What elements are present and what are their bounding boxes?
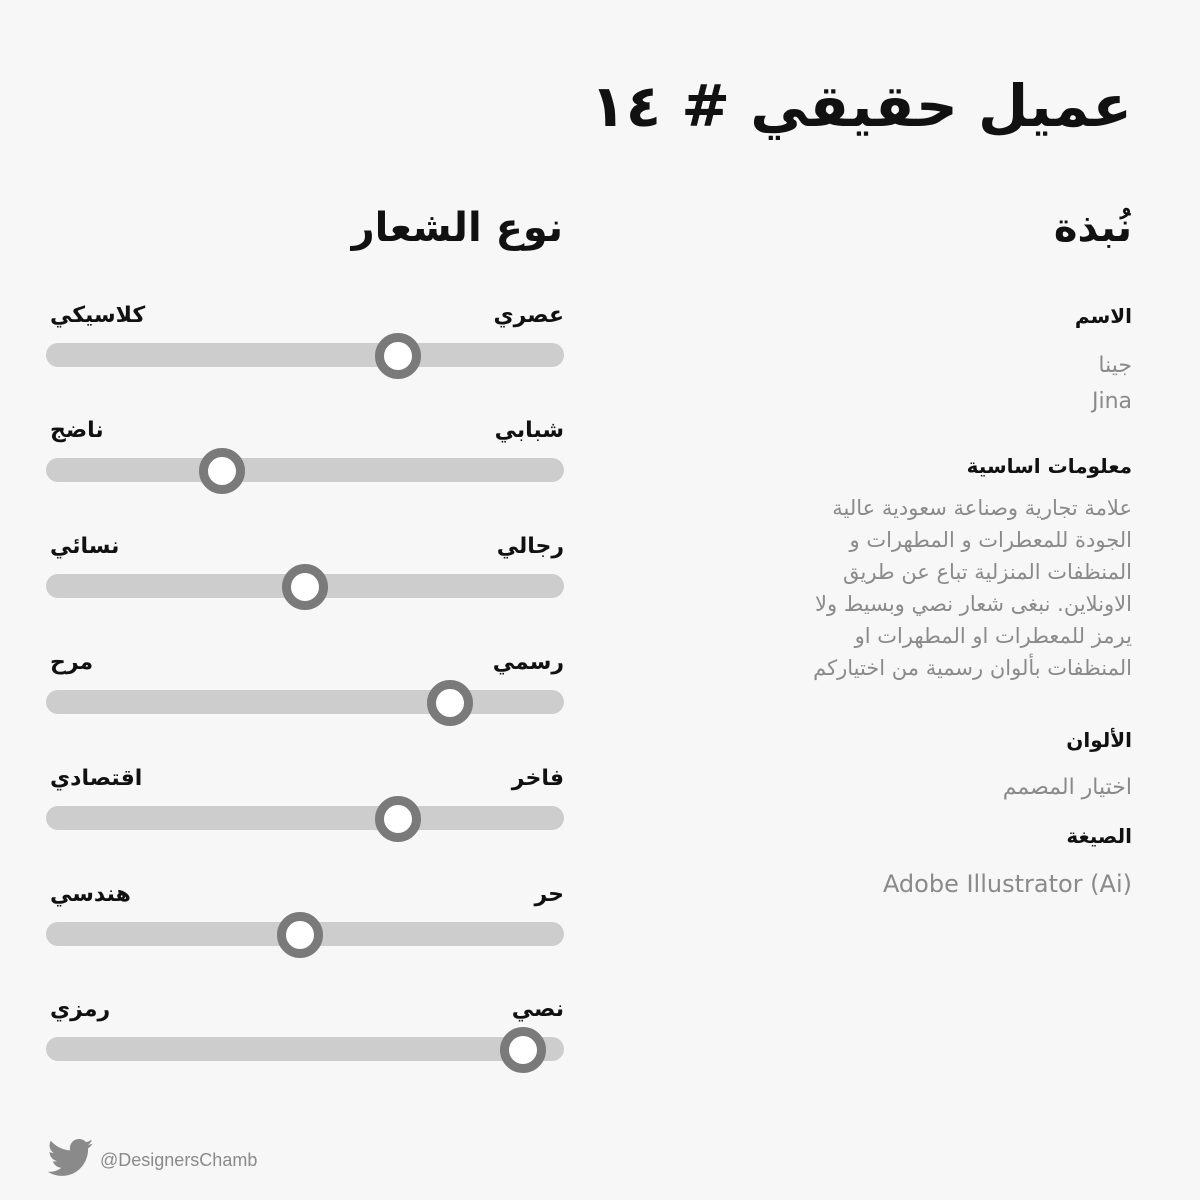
slider-thumb[interactable]	[282, 564, 328, 610]
twitter-handle: @DesignersChamb	[100, 1149, 258, 1170]
slider-formal-playful[interactable]	[46, 650, 564, 730]
slider-masculine-feminine[interactable]	[46, 534, 564, 614]
info-line: المنظفات بألوان رسمية من اختياركم	[813, 656, 1132, 680]
slider-textual-symbolic[interactable]	[46, 997, 564, 1077]
slider-track[interactable]	[46, 1037, 564, 1061]
info-line: علامة تجارية وصناعة سعودية عالية	[832, 496, 1132, 520]
name-label: الاسم	[1074, 304, 1132, 328]
info-line: المنظفات المنزلية تباع عن طريق	[842, 560, 1132, 584]
slider-thumb[interactable]	[375, 333, 421, 379]
colors-label: الألوان	[1066, 728, 1132, 752]
slider-right-label: حر	[534, 882, 564, 907]
slider-track[interactable]	[46, 806, 564, 830]
slider-left-label: كلاسيكي	[50, 303, 146, 328]
slider-thumb[interactable]	[277, 912, 323, 958]
slider-right-label: رجالي	[496, 534, 564, 559]
slider-left-label: مرح	[50, 650, 94, 675]
slider-left-label: اقتصادي	[50, 766, 143, 791]
slider-thumb[interactable]	[427, 680, 473, 726]
format-label: الصيغة	[1066, 824, 1132, 848]
slider-right-label: فاخر	[511, 766, 564, 791]
name-arabic: جينا	[1098, 353, 1132, 378]
info-label: معلومات اساسية	[966, 454, 1132, 478]
format-block	[883, 824, 1132, 902]
slider-track[interactable]	[46, 458, 564, 482]
info-line: الاونلاين. نبغى شعار نصي وبسيط ولا	[815, 592, 1132, 616]
info-line: الجودة للمعطرات و المطهرات و	[849, 528, 1132, 552]
slider-track[interactable]	[46, 343, 564, 367]
about-heading: نُبذة	[1053, 205, 1132, 251]
slider-right-label: نصي	[511, 997, 564, 1022]
slider-right-label: شبابي	[494, 418, 564, 443]
slider-thumb[interactable]	[500, 1027, 546, 1073]
name-english: Jina	[1091, 389, 1132, 414]
footer	[48, 1138, 257, 1182]
slider-thumb[interactable]	[199, 448, 245, 494]
slider-left-label: نسائي	[50, 534, 120, 559]
slider-left-label: ناضج	[50, 418, 104, 443]
colors-block	[1003, 728, 1132, 806]
slider-right-label: رسمي	[492, 650, 564, 675]
info-block	[672, 454, 1132, 684]
slider-left-label: هندسي	[50, 882, 131, 907]
slider-luxury-economic[interactable]	[46, 766, 564, 846]
slider-left-label: رمزي	[50, 997, 111, 1022]
colors-value: اختيار المصمم	[1002, 775, 1132, 800]
slider-modern-classic[interactable]	[46, 303, 564, 383]
slider-track[interactable]	[46, 690, 564, 714]
format-value: Adobe Illustrator (Ai)	[882, 870, 1132, 898]
logo-type-heading: نوع الشعار	[351, 205, 563, 251]
slider-thumb[interactable]	[375, 796, 421, 842]
slider-youthful-mature[interactable]	[46, 418, 564, 498]
twitter-bird-icon	[48, 1138, 94, 1182]
name-block	[1075, 304, 1132, 420]
info-line: يرمز للمعطرات او المطهرات او	[854, 624, 1132, 648]
page-title: عميل حقيقي # ١٤	[590, 72, 1132, 140]
info-text	[672, 492, 1132, 684]
slider-free-geometric[interactable]	[46, 882, 564, 962]
slider-right-label: عصري	[493, 303, 564, 328]
